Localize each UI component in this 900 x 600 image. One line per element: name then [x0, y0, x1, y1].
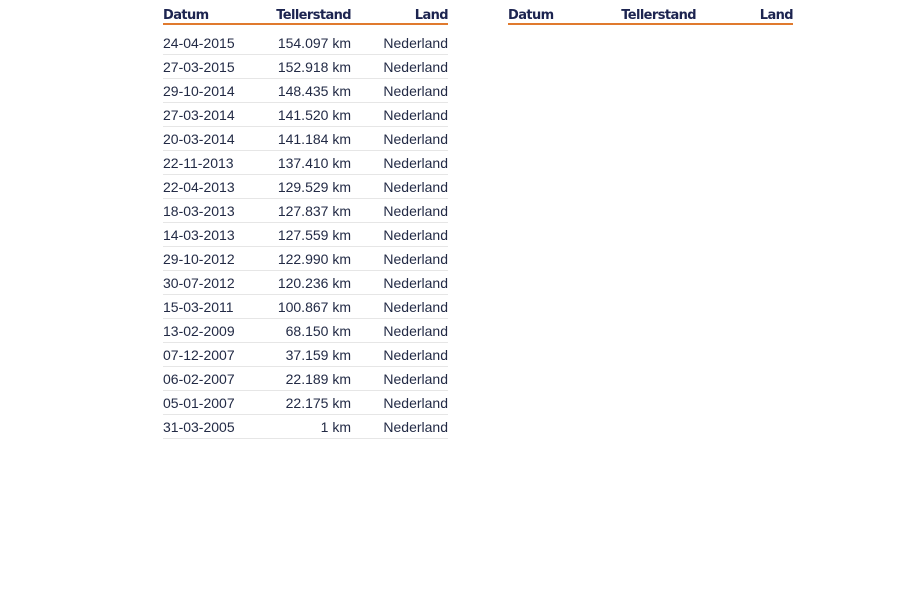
table-row [163, 247, 448, 271]
cell-odometer: 127.837 km [253, 199, 351, 223]
table-row [163, 415, 448, 439]
cell-date: 27-03-2014 [163, 103, 253, 127]
cell-date: 22-11-2013 [163, 151, 253, 175]
table-row [163, 319, 448, 343]
cell-odometer: 152.918 km [253, 55, 351, 79]
cell-odometer: 22.175 km [253, 391, 351, 415]
column-header-date: Datum [163, 6, 253, 24]
cell-odometer: 137.410 km [253, 151, 351, 175]
odometer-history-table-right [508, 6, 793, 25]
cell-date: 20-03-2014 [163, 127, 253, 151]
cell-country: Nederland [351, 79, 448, 103]
table-row [163, 343, 448, 367]
table-row [163, 271, 448, 295]
column-header-country: Land [351, 6, 448, 24]
cell-country: Nederland [351, 247, 448, 271]
table-row [163, 103, 448, 127]
cell-date: 06-02-2007 [163, 367, 253, 391]
cell-country: Nederland [351, 127, 448, 151]
cell-odometer: 120.236 km [253, 271, 351, 295]
cell-country: Nederland [351, 391, 448, 415]
cell-odometer: 122.990 km [253, 247, 351, 271]
cell-odometer: 129.529 km [253, 175, 351, 199]
cell-country: Nederland [351, 343, 448, 367]
table-row [163, 391, 448, 415]
cell-date: 27-03-2015 [163, 55, 253, 79]
table-row [163, 223, 448, 247]
cell-country: Nederland [351, 55, 448, 79]
cell-odometer: 154.097 km [253, 31, 351, 55]
cell-country: Nederland [351, 199, 448, 223]
cell-country: Nederland [351, 175, 448, 199]
table-row [163, 151, 448, 175]
cell-country: Nederland [351, 415, 448, 439]
cell-country: Nederland [351, 295, 448, 319]
cell-odometer: 1 km [253, 415, 351, 439]
cell-country: Nederland [351, 103, 448, 127]
table-body [163, 24, 448, 439]
table-row [163, 127, 448, 151]
cell-odometer: 37.159 km [253, 343, 351, 367]
cell-date: 29-10-2014 [163, 79, 253, 103]
cell-date: 24-04-2015 [163, 31, 253, 55]
table-row [163, 79, 448, 103]
cell-country: Nederland [351, 367, 448, 391]
table-spacer [163, 24, 448, 31]
cell-odometer: 141.184 km [253, 127, 351, 151]
column-header-country: Land [696, 6, 793, 24]
cell-odometer: 141.520 km [253, 103, 351, 127]
cell-country: Nederland [351, 151, 448, 175]
cell-odometer: 148.435 km [253, 79, 351, 103]
table-header-row [163, 6, 448, 24]
cell-country: Nederland [351, 319, 448, 343]
column-header-odometer: Tellerstand [598, 6, 696, 24]
cell-date: 14-03-2013 [163, 223, 253, 247]
cell-date: 18-03-2013 [163, 199, 253, 223]
cell-date: 29-10-2012 [163, 247, 253, 271]
cell-odometer: 68.150 km [253, 319, 351, 343]
cell-odometer: 100.867 km [253, 295, 351, 319]
table-row [163, 199, 448, 223]
cell-odometer: 127.559 km [253, 223, 351, 247]
cell-date: 22-04-2013 [163, 175, 253, 199]
column-header-date: Datum [508, 6, 598, 24]
odometer-history-table-left [163, 6, 448, 439]
cell-date: 13-02-2009 [163, 319, 253, 343]
table-header-row [508, 6, 793, 24]
table-row [163, 295, 448, 319]
cell-country: Nederland [351, 223, 448, 247]
cell-date: 05-01-2007 [163, 391, 253, 415]
cell-odometer: 22.189 km [253, 367, 351, 391]
cell-country: Nederland [351, 31, 448, 55]
cell-country: Nederland [351, 271, 448, 295]
table-row [163, 55, 448, 79]
table-row [163, 31, 448, 55]
cell-date: 07-12-2007 [163, 343, 253, 367]
cell-date: 30-07-2012 [163, 271, 253, 295]
cell-date: 15-03-2011 [163, 295, 253, 319]
cell-date: 31-03-2005 [163, 415, 253, 439]
table-row [163, 175, 448, 199]
table-row [163, 367, 448, 391]
column-header-odometer: Tellerstand [253, 6, 351, 24]
